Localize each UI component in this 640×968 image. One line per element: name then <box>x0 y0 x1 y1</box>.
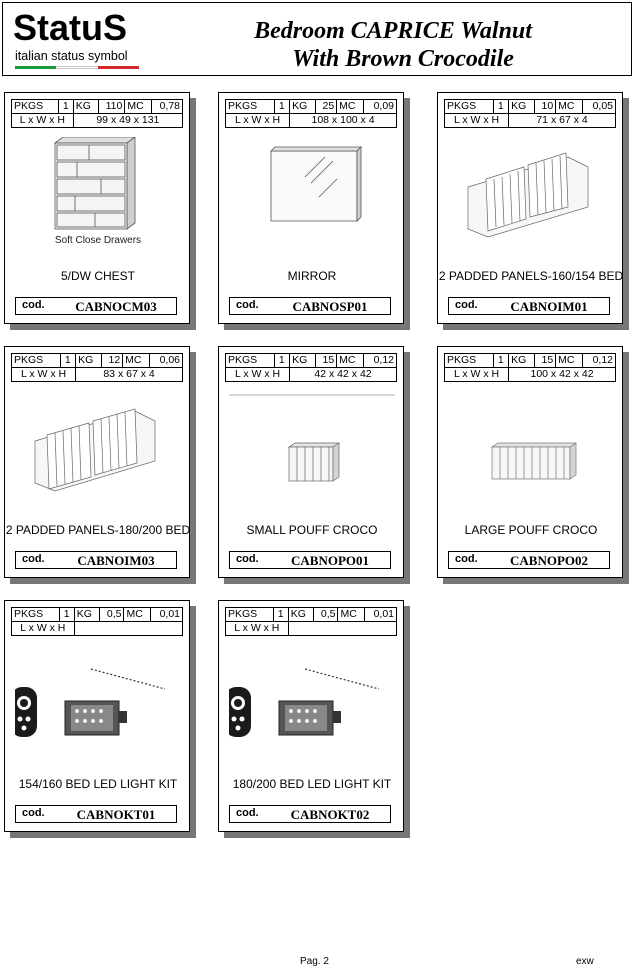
code-box <box>15 551 177 569</box>
product-card <box>437 92 623 324</box>
product-illustration <box>448 391 614 511</box>
brand-logo <box>13 7 143 69</box>
product-code: CABNOCM03 <box>75 299 157 314</box>
pkgs-label: PKGS <box>226 100 275 114</box>
dims-value <box>74 622 182 636</box>
pkgs-label: PKGS <box>12 354 61 368</box>
kg-value: 25 <box>315 100 336 114</box>
product-name: MIRROR <box>287 269 337 283</box>
cod-label: cod. <box>455 553 478 565</box>
mc-value: 0,01 <box>151 608 183 622</box>
kg-label: KG <box>509 100 535 114</box>
kg-label: KG <box>73 100 98 114</box>
product-card <box>4 92 190 324</box>
page-header <box>2 2 632 76</box>
product-illustration <box>229 391 395 511</box>
spec-table <box>11 353 183 382</box>
mc-value: 0,78 <box>151 100 182 114</box>
cod-label: cod. <box>455 299 478 311</box>
kg-label: KG <box>290 354 316 368</box>
kg-label: KG <box>290 100 316 114</box>
mc-label: MC <box>125 100 151 114</box>
product-code: CABNOKT01 <box>76 807 156 822</box>
dims-label: L x W x H <box>12 114 74 128</box>
dims-value: 83 x 67 x 4 <box>76 368 183 382</box>
kg-value: 12 <box>101 354 122 368</box>
price-reference: exw <box>576 956 594 967</box>
product-code: CABNOKT02 <box>290 807 370 822</box>
mc-label: MC <box>337 354 364 368</box>
kg-value: 15 <box>534 354 555 368</box>
pkgs-value: 1 <box>274 354 289 368</box>
mc-value: 0,05 <box>583 100 616 114</box>
mc-label: MC <box>123 354 150 368</box>
product-name: LARGE POUFF CROCO <box>464 523 598 537</box>
kg-value: 0,5 <box>313 608 338 622</box>
pkgs-value: 1 <box>59 608 74 622</box>
product-card <box>4 346 190 578</box>
card-frame <box>437 92 623 324</box>
product-card <box>218 346 404 578</box>
product-name: 154/160 BED LED LIGHT KIT <box>18 777 178 791</box>
brand-name: StatuS <box>13 7 128 48</box>
code-box <box>448 551 610 569</box>
pkgs-value: 1 <box>60 354 75 368</box>
product-card <box>218 92 404 324</box>
cod-label: cod. <box>236 299 259 311</box>
pkgs-label: PKGS <box>12 608 60 622</box>
dims-label: L x W x H <box>226 114 290 128</box>
code-box <box>448 297 610 315</box>
spec-table <box>225 99 397 128</box>
spec-table <box>11 607 183 636</box>
pkgs-label: PKGS <box>445 100 494 114</box>
product-illustration <box>15 391 181 511</box>
kg-label: KG <box>288 608 313 622</box>
product-illustration <box>229 645 395 765</box>
product-illustration <box>229 137 395 257</box>
cod-label: cod. <box>22 807 45 819</box>
product-card <box>218 600 404 832</box>
card-frame <box>4 600 190 832</box>
pkgs-label: PKGS <box>226 354 275 368</box>
mc-label: MC <box>124 608 151 622</box>
card-frame <box>218 92 404 324</box>
brand-tagline: italian status symbol <box>15 49 128 63</box>
page-title <box>153 17 633 73</box>
product-name: SMALL POUFF CROCO <box>246 523 378 537</box>
kg-value: 0,5 <box>99 608 124 622</box>
pkgs-value: 1 <box>493 354 508 368</box>
spec-table <box>444 99 616 128</box>
kg-value: 15 <box>315 354 336 368</box>
mc-value: 0,09 <box>364 100 397 114</box>
mc-label: MC <box>338 608 365 622</box>
dims-value: 99 x 49 x 131 <box>73 114 182 128</box>
dims-label: L x W x H <box>226 368 290 382</box>
mc-value: 0,12 <box>364 354 397 368</box>
kg-label: KG <box>509 354 535 368</box>
product-illustration <box>15 645 181 765</box>
product-code: CABNOPO02 <box>510 553 588 568</box>
mc-value: 0,12 <box>583 354 616 368</box>
page-number: Pag. 2 <box>300 956 329 967</box>
kg-label: KG <box>76 354 102 368</box>
product-code: CABNOIM03 <box>77 553 155 568</box>
spec-table <box>444 353 616 382</box>
kg-value: 110 <box>98 100 125 114</box>
pkgs-value: 1 <box>493 100 508 114</box>
dims-value: 71 x 67 x 4 <box>509 114 616 128</box>
dims-label: L x W x H <box>445 368 509 382</box>
product-card <box>437 346 623 578</box>
card-frame <box>218 600 404 832</box>
kg-value: 10 <box>534 100 555 114</box>
product-code: CABNOSP01 <box>292 299 368 314</box>
product-code: CABNOPO01 <box>291 553 369 568</box>
pkgs-label: PKGS <box>12 100 59 114</box>
product-illustration <box>448 137 614 257</box>
mc-value: 0,01 <box>365 608 397 622</box>
product-code: CABNOIM01 <box>510 299 588 314</box>
code-box <box>15 805 177 823</box>
card-frame <box>437 346 623 578</box>
card-frame <box>218 346 404 578</box>
card-frame <box>4 346 190 578</box>
spec-table <box>225 353 397 382</box>
card-frame <box>4 92 190 324</box>
spec-table <box>11 99 183 128</box>
product-name: 180/200 BED LED LIGHT KIT <box>232 777 392 791</box>
pkgs-value: 1 <box>273 608 288 622</box>
spec-table <box>225 607 397 636</box>
code-box <box>229 805 391 823</box>
dims-value <box>288 622 396 636</box>
product-name: 5/DW CHEST <box>60 269 135 283</box>
cod-label: cod. <box>236 807 259 819</box>
code-box <box>15 297 177 315</box>
cod-label: cod. <box>22 553 45 565</box>
dims-value: 108 x 100 x 4 <box>290 114 397 128</box>
mc-label: MC <box>337 100 364 114</box>
product-note: Soft Close Drawers <box>54 235 142 246</box>
code-box <box>229 297 391 315</box>
dims-value: 100 x 42 x 42 <box>509 368 616 382</box>
cod-label: cod. <box>22 299 45 311</box>
pkgs-label: PKGS <box>445 354 494 368</box>
product-name: 2 PADDED PANELS-180/200 BED <box>5 523 191 537</box>
product-name: 2 PADDED PANELS-160/154 BED <box>438 269 624 283</box>
pkgs-label: PKGS <box>226 608 274 622</box>
dims-value: 42 x 42 x 42 <box>290 368 397 382</box>
cod-label: cod. <box>236 553 259 565</box>
product-card <box>4 600 190 832</box>
flag-stripe <box>15 66 139 69</box>
mc-value: 0,06 <box>150 354 183 368</box>
dims-label: L x W x H <box>12 622 75 636</box>
kg-label: KG <box>74 608 99 622</box>
dims-label: L x W x H <box>445 114 509 128</box>
title-line-1: Bedroom CAPRICE Walnut <box>254 18 532 44</box>
code-box <box>229 551 391 569</box>
mc-label: MC <box>556 354 583 368</box>
pkgs-value: 1 <box>58 100 73 114</box>
mc-label: MC <box>556 100 583 114</box>
title-line-2: With Brown Crocodile <box>292 46 514 72</box>
pkgs-value: 1 <box>274 100 289 114</box>
dims-label: L x W x H <box>226 622 289 636</box>
dims-label: L x W x H <box>12 368 76 382</box>
